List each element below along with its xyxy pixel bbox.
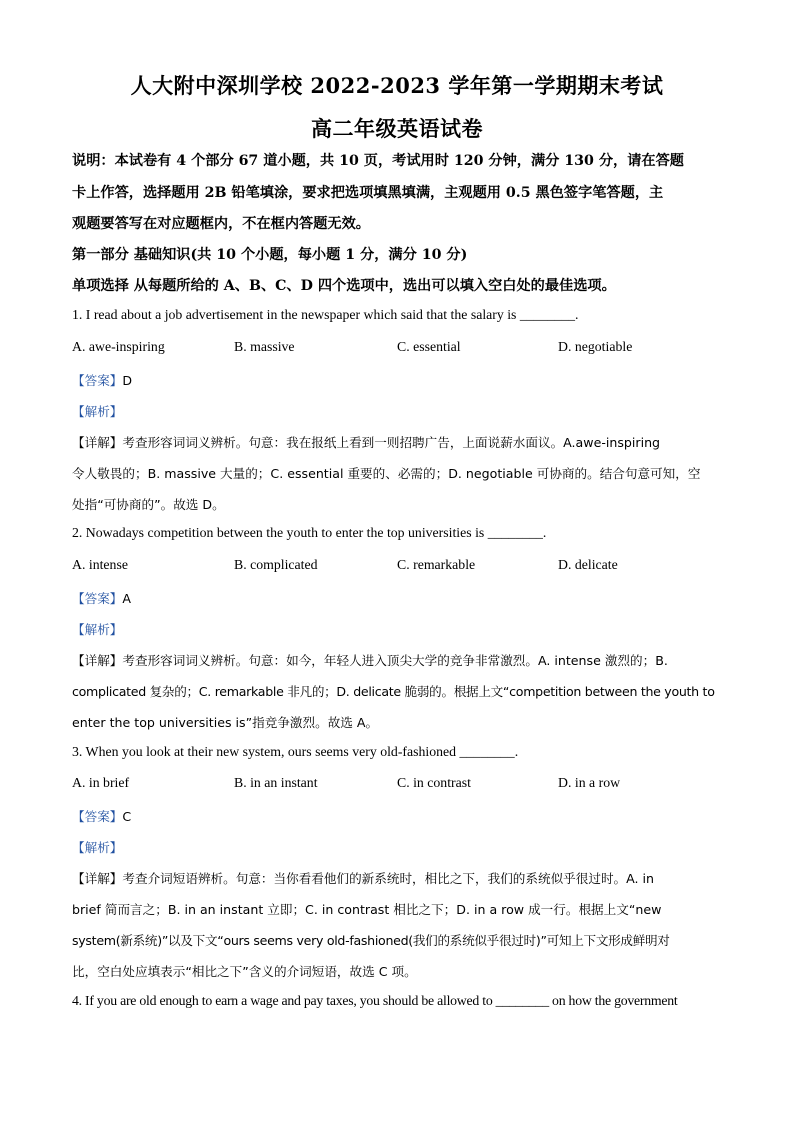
question-1-detail-line-1 xyxy=(72,432,724,451)
question-3-detail-line-4: 比，空白处应填表示“相比之下”含义的介词短语，故选 C 项。 xyxy=(72,964,417,979)
question-3-detail-line-3: system(新系统)”以及下文“ours seems very old-fashioned(我们的系统似乎很过时)”可知上下文形成鲜明对 xyxy=(72,933,670,948)
analysis-tag: 【解析】 xyxy=(72,404,123,419)
question-1-stem: 1. I read about a job advertisement in the newspaper which said that the salary is ________. xyxy=(72,307,579,322)
question-1-option-a[interactable]: A. awe-inspiring xyxy=(72,339,165,354)
exam-subtitle: 高二年级英语试卷 xyxy=(311,116,483,141)
exam-title: 人大附中深圳学校 2022-2023 学年第一学期期末考试 xyxy=(130,73,664,98)
analysis-tag: 【解析】 xyxy=(72,840,123,855)
detail-tag: 【详解】 xyxy=(72,871,123,886)
question-2-option-b[interactable]: B. complicated xyxy=(234,557,318,572)
question-2-detail-line-2: complicated 复杂的；C. remarkable 非凡的；D. delicate 脆弱的。根据上文“competition between the youth to xyxy=(72,684,715,699)
answer-tag: 【答案】 xyxy=(72,373,123,388)
question-2-option-a[interactable]: A. intense xyxy=(72,557,128,572)
question-1-option-b[interactable]: B. massive xyxy=(234,339,295,354)
instructions-line-3: 观题要答写在对应题框内，不在框内答题无效。 xyxy=(72,216,370,232)
answer-tag: 【答案】 xyxy=(72,809,123,824)
question-3-option-d[interactable]: D. in a row xyxy=(558,775,621,790)
answer-value: A xyxy=(122,591,131,606)
part-heading: 第一部分 基础知识(共 10 个小题，每小题 1 分，满分 10 分) xyxy=(72,247,468,263)
instructions-line-2: 卡上作答，选择题用 2B 铅笔填涂，要求把选项填黑填满，主观题用 0.5 黑色签字笔答题，主 xyxy=(72,185,664,201)
question-3-stem: 3. When you look at their new system, ours seems very old-fashioned ________. xyxy=(72,744,519,759)
part-subheading: 单项选择 从每题所给的 A、B、C、D 四个选项中，选出可以填入空白处的最佳选项。 xyxy=(72,278,616,294)
detail-tag: 【详解】 xyxy=(72,435,123,450)
question-2-option-c[interactable]: C. remarkable xyxy=(397,557,476,572)
question-3-option-c[interactable]: C. in contrast xyxy=(397,775,471,790)
detail-text: 考查形容词词义辨析。句意：如今，年轻人进入顶尖大学的竞争非常激烈。A. intense 激烈的；B. xyxy=(122,653,668,668)
question-3-analysis xyxy=(72,837,724,856)
detail-tag: 【详解】 xyxy=(72,653,123,668)
question-3-option-a[interactable]: A. in brief xyxy=(72,775,130,790)
question-2-detail-line-3: enter the top universities is”指竞争激烈。故选 A。 xyxy=(72,715,379,730)
question-3-option-b[interactable]: B. in an instant xyxy=(234,775,318,790)
question-2-stem: 2. Nowadays competition between the youth to enter the top universities is ________. xyxy=(72,525,547,540)
detail-text: 考查介词短语辨析。句意：当你看看他们的新系统时，相比之下，我们的系统似乎很过时。A. in xyxy=(122,871,655,886)
question-1-answer xyxy=(72,370,724,389)
question-3-detail-line-2: brief 简而言之；B. in an instant 立即；C. in contrast 相比之下；D. in a row 成一行。根据上文“new xyxy=(72,902,662,917)
detail-text: 考查形容词词义辨析。句意：我在报纸上看到一则招聘广告，上面说薪水面议。A.awe-inspiring xyxy=(122,435,661,450)
question-3-answer xyxy=(72,806,724,825)
question-1-analysis xyxy=(72,401,724,420)
question-2-answer xyxy=(72,588,724,607)
question-2-analysis xyxy=(72,619,724,638)
question-1-option-c[interactable]: C. essential xyxy=(397,339,461,354)
question-1-detail-line-3: 处指“可协商的”。故选 D。 xyxy=(72,497,225,512)
instructions-line-1: 说明：本试卷有 4 个部分 67 道小题，共 10 页，考试用时 120 分钟，满分 130 分，请在答题 xyxy=(72,153,684,169)
analysis-tag: 【解析】 xyxy=(72,622,123,637)
answer-tag: 【答案】 xyxy=(72,591,123,606)
question-4-stem: 4. If you are old enough to earn a wage and pay taxes, you should be allowed to ________ on how the government xyxy=(72,993,678,1008)
question-2-detail-line-1 xyxy=(72,650,724,669)
answer-value: C xyxy=(122,809,132,824)
answer-value: D xyxy=(122,373,133,388)
question-3-detail-line-1 xyxy=(72,868,724,887)
question-1-option-d[interactable]: D. negotiable xyxy=(558,339,633,354)
question-1-detail-line-2: 令人敬畏的；B. massive 大量的；C. essential 重要的、必需的；D. negotiable 可协商的。结合句意可知，空 xyxy=(72,466,701,481)
question-2-option-d[interactable]: D. delicate xyxy=(558,557,618,572)
